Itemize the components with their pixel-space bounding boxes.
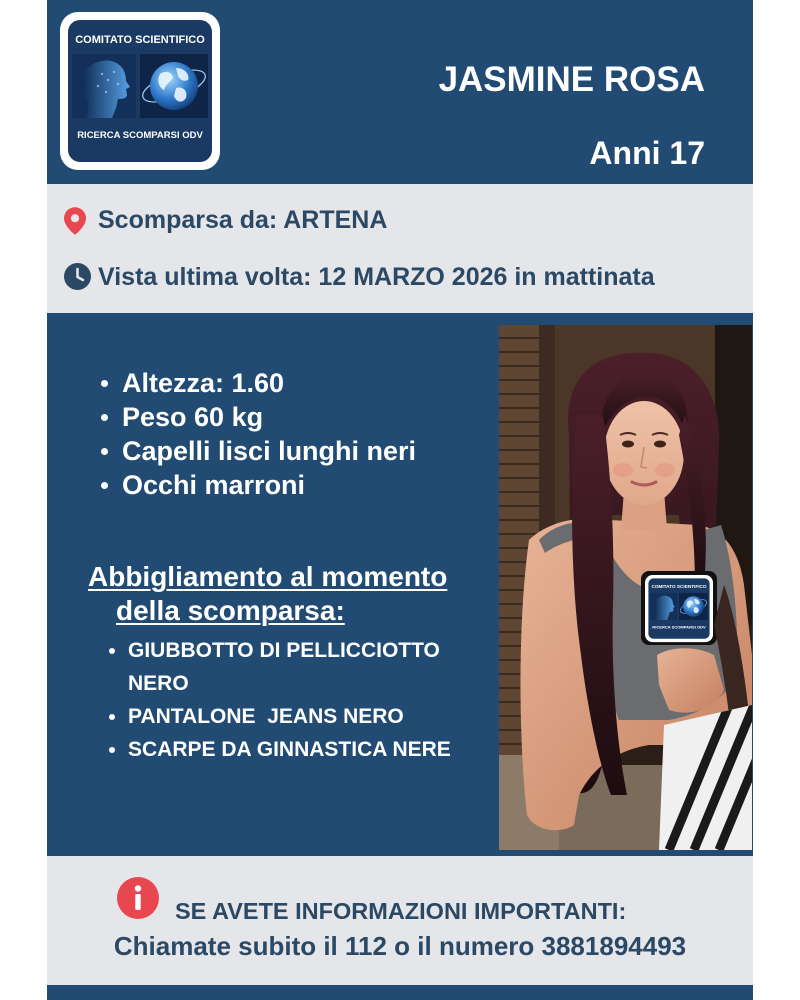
hair-text: Capelli lisci lunghi neri (122, 436, 417, 466)
bullet (101, 380, 108, 387)
bullet (109, 648, 115, 654)
clock-icon (64, 263, 91, 290)
bullet (101, 482, 108, 489)
clothing-list (109, 634, 470, 766)
missing-from-text: Scomparsa da: ARTENA (98, 206, 388, 234)
last-seen-text: Vista ultima volta: 12 MARZO 2026 in mattinata (98, 263, 655, 291)
trousers-text: PANTALONE JEANS NERO (128, 705, 404, 728)
logo-face-globe-icon (650, 593, 708, 620)
list-item (109, 700, 470, 733)
contact-heading: SE AVETE INFORMAZIONI IMPORTANTI: (175, 898, 627, 924)
height-text: Altezza: 1.60 (122, 368, 285, 398)
list-item (109, 733, 470, 766)
logo-face-globe-icon (72, 54, 208, 118)
location-pin-icon (64, 207, 86, 235)
bullet (101, 414, 108, 421)
logo-bottom-text: RICERCA SCOMPARSI ODV (652, 625, 706, 630)
list-item (101, 468, 416, 502)
logo-top-text: COMITATO SCIENTIFICO (75, 34, 205, 46)
person-name: JASMINE ROSA (438, 60, 705, 99)
bullet (109, 714, 115, 720)
jacket-text: GIUBBOTTO DI PELLICCIOTTO NERO (128, 639, 446, 695)
physical-description-list (101, 366, 416, 502)
organization-logo (60, 12, 220, 170)
clothing-heading: Abbigliamento al momento della scomparsa: (88, 561, 448, 626)
info-icon (117, 877, 159, 919)
footer-strip (47, 985, 753, 1000)
missing-person-photo (499, 325, 752, 850)
logo-top-text: COMITATO SCIENTIFICO (651, 584, 707, 590)
list-item (101, 434, 416, 468)
contact-phone-message: Chiamate subito il 112 o il numero 3881894493 (113, 931, 687, 961)
person-age: Anni 17 (589, 135, 705, 171)
list-item (101, 366, 416, 400)
weight-text: Peso 60 kg (122, 402, 264, 432)
photo-logo-overlay (645, 575, 713, 642)
bullet (109, 747, 115, 753)
logo-bottom-text: RICERCA SCOMPARSI ODV (77, 130, 203, 141)
shoes-text: SCARPE DA GINNASTICA NERE (128, 738, 451, 761)
list-item (101, 400, 416, 434)
list-item (109, 634, 470, 700)
bullet (101, 448, 108, 455)
eyes-text: Occhi marroni (122, 470, 306, 500)
